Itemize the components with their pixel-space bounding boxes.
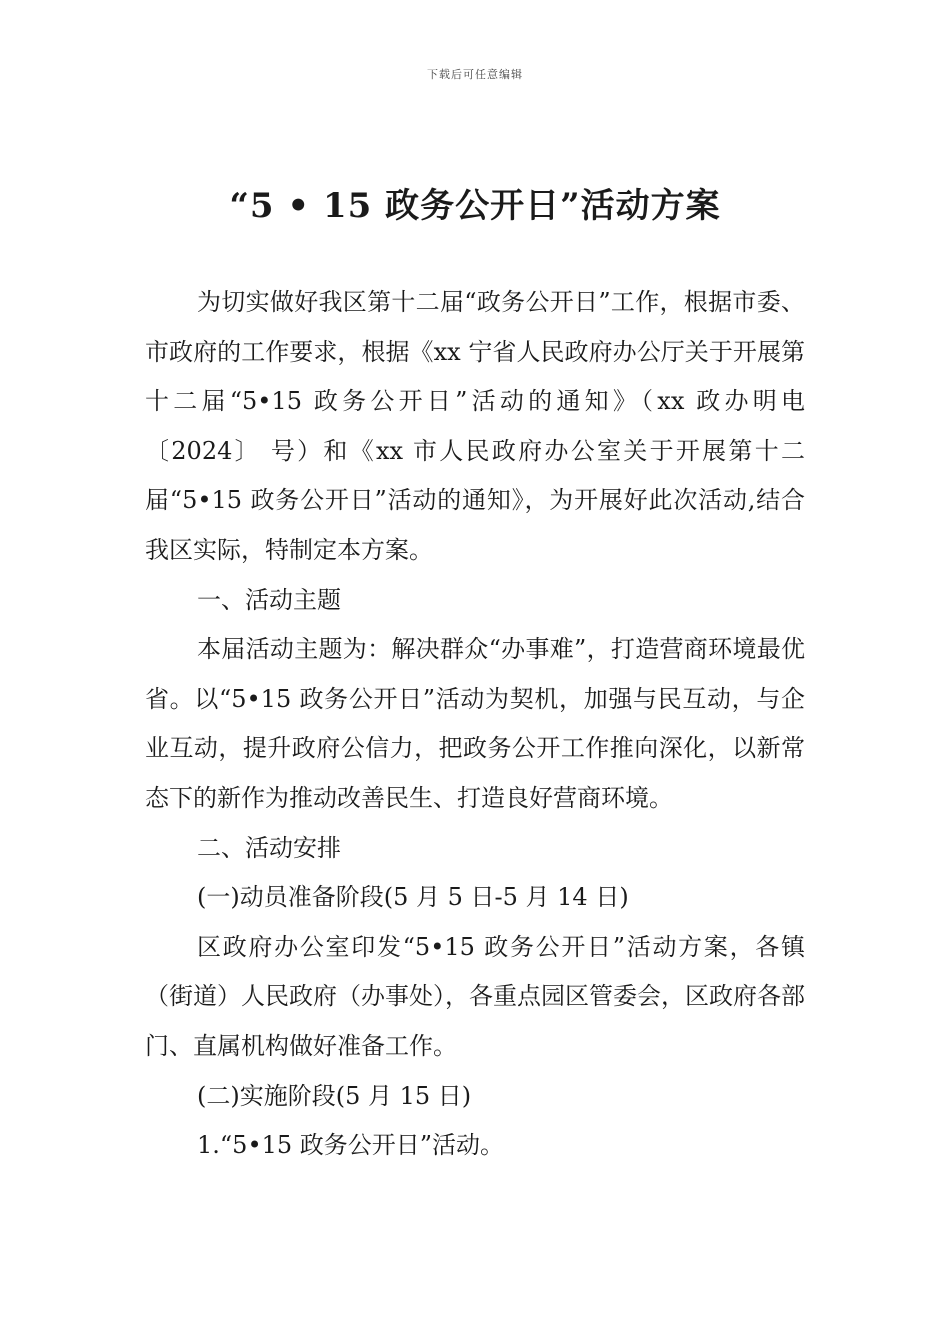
list-item-activity: 1.“5•15 政务公开日”活动。 bbox=[197, 1131, 505, 1160]
section-heading-theme: 一、活动主题 bbox=[197, 585, 341, 614]
document-title: “5 • 15 政务公开日”活动方案 bbox=[229, 186, 721, 226]
intro-paragraph: 为切实做好我区第十二届“政务公开日”工作，根据市委、市政府的工作要求，根据《xx 宁省人民政府办公厅关于开展第十二届“5•15 政务公开日”活动的通知》（xx 政办明电〔2024〕 号）和《xx 市人民政府办公室关于开展第十二届“5•15 政务公开日”活动的通知》，为开展好此次活动,结合我区实际，特制定本方案。 bbox=[145, 288, 805, 564]
header-note: 下载后可任意编辑 bbox=[427, 68, 523, 81]
document-body bbox=[145, 278, 805, 1171]
section-heading-arrangement: 二、活动安排 bbox=[197, 833, 341, 862]
theme-paragraph: 本届活动主题为：解决群众“办事难”，打造营商环境最优省。以“5•15 政务公开日”活动为契机，加强与民互动，与企业互动，提升政府公信力，把政务公开工作推向深化，以新常态下的新作为推动改善民生、打造良好营商环境。 bbox=[145, 635, 805, 812]
preparation-paragraph: 区政府办公室印发“5•15 政务公开日”活动方案，各镇（街道）人民政府（办事处），各重点园区管委会，区政府各部门、直属机构做好准备工作。 bbox=[145, 932, 805, 1060]
subsection-heading-implementation: (二)实施阶段(5 月 15 日) bbox=[197, 1081, 472, 1110]
subsection-heading-preparation: (一)动员准备阶段(5 月 5 日-5 月 14 日) bbox=[197, 883, 629, 912]
